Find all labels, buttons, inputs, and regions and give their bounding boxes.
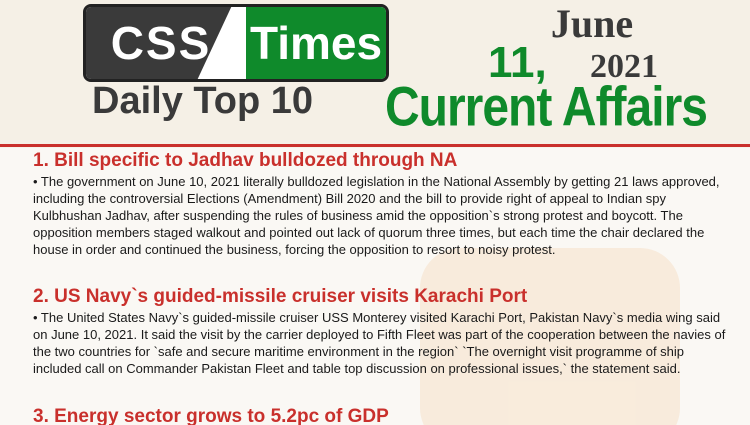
logo-times-text: Times (246, 7, 386, 79)
article-heading-2: 2. US Navy`s guided-missile cruiser visits Karachi Port (33, 286, 528, 307)
title-daily-top-10: Daily Top 10 (92, 80, 314, 122)
header (0, 0, 750, 145)
date-year: 2021 (590, 48, 658, 85)
article-body-1: • The government on June 10, 2021 literally bulldozed legislation in the National Assembly by getting 21 laws approved, including the controversial Elections (Amendment) Bill 2020 and the bill to provide right of appeal to Indian spy Kulbhushan Jadhav, after suspending the rules of business amid the opposition`s strong protest and boycott. The opposition members staged walkout and pointed out lack of quorum three times, but each time the chair declared the house in order and continued the business, forcing the opposition to resort to noisy protest. (33, 174, 720, 257)
article-heading-3: 3. Energy sector grows to 5.2pc of GDP (33, 406, 389, 425)
css-times-logo (83, 4, 389, 82)
title-current-affairs: Current Affairs (385, 77, 707, 139)
article-body-2: • The United States Navy`s guided-missile cruiser USS Monterey visited Karachi Port, Pakistan Navy`s media wing said on June 10, 2021. It said the visit by the carrier deployed to Fifth Fleet was part of the cooperation between the navies of the two countries for `safe and secure maritime environment in the region` `The overnight visit programme of ship included call on Commander Pakistan Fleet and table top discussion on professional issues,` the statement said. (33, 310, 726, 376)
article-heading-1: 1. Bill specific to Jadhav bulldozed through NA (33, 150, 458, 171)
date-day: 11, (488, 38, 547, 87)
date-month: June (550, 1, 634, 46)
header-divider (0, 144, 750, 147)
article-list (0, 148, 750, 425)
logo-css-text: CSS (86, 7, 236, 79)
